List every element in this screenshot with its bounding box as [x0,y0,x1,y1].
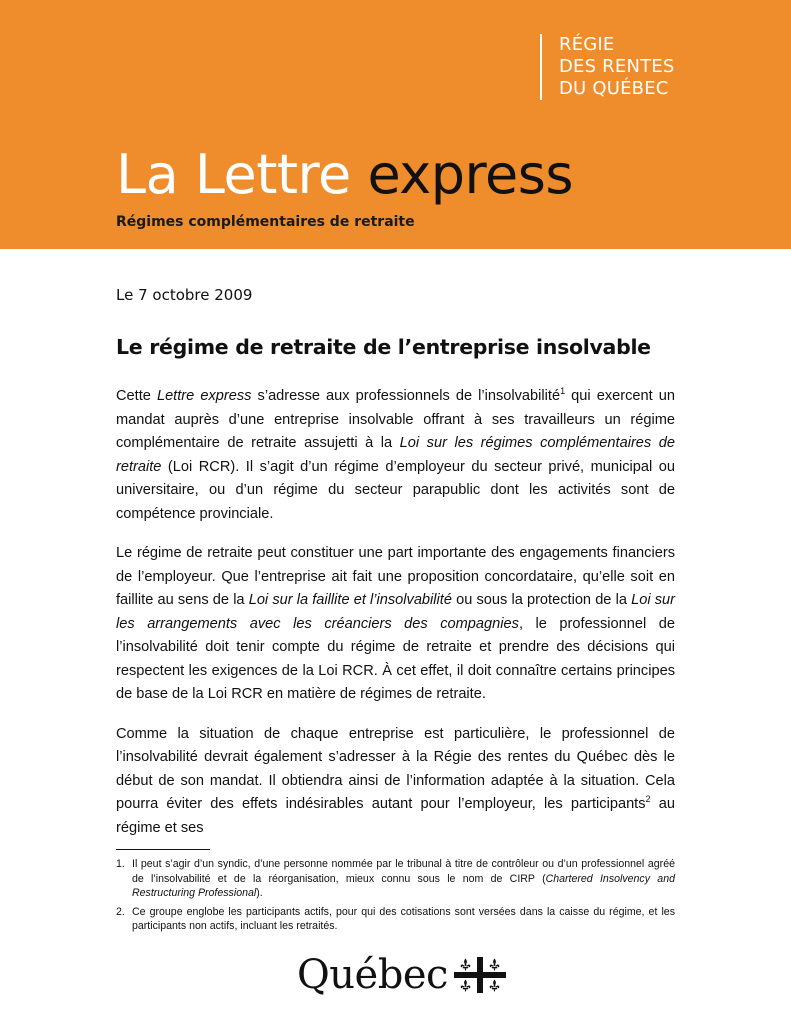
footnote-item [116,857,675,901]
footnote-text [132,857,675,901]
org-line: RÉGIE [559,34,615,55]
footnote-ref: 1 [560,386,566,397]
text-run: Cette [116,388,157,404]
org-line: DU QUÉBEC [559,78,669,99]
publication-title [116,140,573,210]
text-run: s’adresse aux professionnels de l’insolvabilité [251,388,561,404]
text-run: (Loi RCR). Il s’agit d’un régime d’employeur du secteur privé, municipal ou universitaire, ou d’un régime du secteur parapublic dont les activités sont de compétence provinciale. [116,458,675,522]
article-body [116,385,675,856]
publication-subtitle: Régimes complémentaires de retraite [116,214,415,230]
header-banner [0,0,791,249]
text-run: ). [256,887,263,900]
quebec-logo [297,950,506,1000]
paragraph-1 [116,385,675,526]
text-run: Comme la situation de chaque entreprise est particulière, le professionnel de l’insolvabilité devrait également s’adresser à la Régie des rentes du Québec dès le début de son mandat. Il obtiendra ainsi de l’information adaptée à la situation. Cela pourra éviter des effets indésirables autant pour l’employeur, les participants [116,725,675,812]
title-part-express: express [367,143,573,206]
footnote-separator [116,849,210,850]
footnotes [116,857,675,938]
footnote-number: 2. [116,905,125,918]
text-run: qui exercent un mandat auprès d’une entreprise insolvable offrant à ses travailleurs un régime complémentaire de retraite assujetti à la [116,388,675,451]
text-run: Le régime de retraite peut constituer une part importante des engagements financiers de l’employeur. Que l’entreprise ait fait une proposition concordataire, qu’elle soit en faillite au sens de la [116,545,675,608]
footnote-number: 1. [116,858,125,870]
text-run-italic: Lettre express [156,388,252,404]
footnote-ref: 2 [645,794,651,805]
fleur-de-lis-flag-icon [454,957,506,993]
text-run: ou sous la protection de la [451,592,632,608]
letter-date: Le 7 octobre 2009 [116,286,253,304]
org-line: DES RENTES [559,56,675,77]
text-run-italic: Loi sur la faillite et l’insolvabilité [248,592,452,608]
paragraph-3 [116,723,675,841]
org-name [540,34,675,100]
text-run: , le professionnel de l’insolvabilité doit tenir compte du régime de retraite et prendre des décisions qui respectent les exigences de la Loi RCR. À cet effet, il doit connaître certains principes de base de la Loi RCR en matière de régimes de retraite. [116,615,675,702]
footnote-text: Ce groupe englobe les participants actifs, pour qui des cotisations sont versées dans la caisse du régime, et les participants non actifs, incluant les retraités. [132,905,675,933]
text-run-italic: Loi sur les régimes complémentaires de retraite [116,435,675,475]
paragraph-2 [116,542,675,707]
article-heading: Le régime de retraite de l’entreprise insolvable [116,335,651,359]
text-run-italic: Chartered Insolvency and Restructuring Professional [132,872,675,900]
footnote-item [116,905,675,934]
title-part-la-lettre: La Lettre [116,143,351,206]
quebec-wordmark: Québec [297,952,448,998]
text-run-italic: Loi sur les arrangements avec les créanciers des compagnies [116,592,675,632]
text-run: au régime et ses [116,796,676,836]
text-run: Il peut s’agir d’un syndic, d’une personne nommée par le tribunal à titre de contrôleur ou d’un professionnel agréé de l’insolvabilité et de la réorganisation, mieux connu sous le nom de CIRP ( [132,858,675,885]
